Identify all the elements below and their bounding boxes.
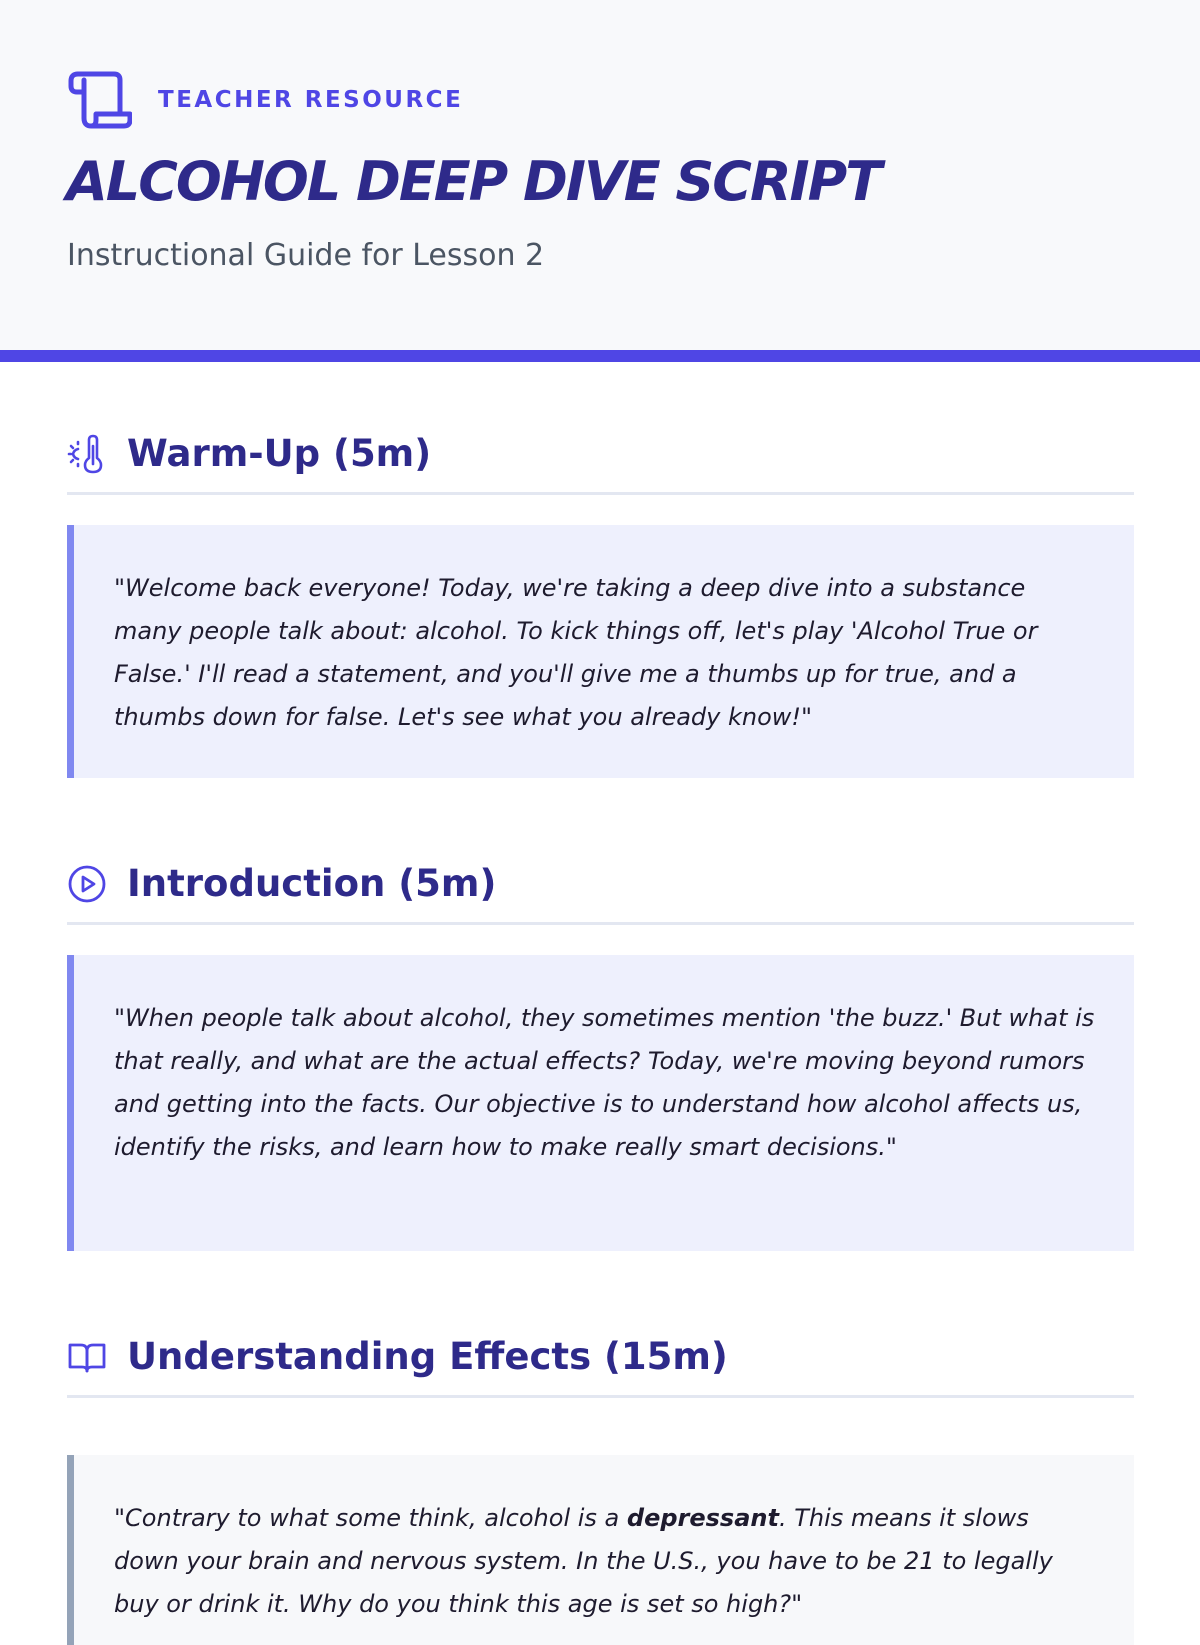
- script-quote-understanding-effects: [67, 1455, 1134, 1645]
- script-text: "When people talk about alcohol, they sometimes mention 'the buzz.' But what is that really, and what are the actual effects? Today, we're moving beyond rumors and getting into the facts. Our objective is to understand how alcohol affects us, identify the risks, and learn how to make really smart decisions.": [114, 1004, 1095, 1161]
- kicker-row: [68, 70, 463, 130]
- sun-thermometer-icon: [67, 434, 107, 474]
- script-text: "Welcome back everyone! Today, we're taking a deep dive into a substance many people talk about: alcohol. To kick things off, let's play 'Alcohol True or False.' I'll read a statement, and you'll give me a thumbs up for true, and a thumbs down for false. Let's see what you already know!": [114, 574, 1038, 731]
- resource-kicker: TEACHER RESOURCE: [158, 87, 464, 113]
- section-heading-label: Warm-Up (5m): [127, 432, 432, 475]
- scroll-icon: [68, 70, 132, 130]
- page-subtitle: Instructional Guide for Lesson 2: [67, 238, 545, 273]
- script-text: [114, 1497, 1098, 1626]
- script-quote-warm-up: [67, 525, 1134, 778]
- play-circle-icon: [67, 864, 107, 904]
- section-heading-label: Introduction (5m): [127, 862, 497, 905]
- script-quote-introduction: [67, 955, 1134, 1251]
- section-heading-warm-up: [67, 415, 1134, 495]
- script-emphasis: depressant: [626, 1504, 779, 1532]
- section-heading-label: Understanding Effects (15m): [127, 1335, 728, 1378]
- page-title: ALCOHOL DEEP DIVE SCRIPT: [66, 150, 881, 213]
- header-accent-bar: [0, 350, 1200, 362]
- script-text-part: . This means it slows down your brain and nervous system. In the U.S., you have to be 21 to legally buy or drink it. Why do you think this age is set so high?": [114, 1504, 1053, 1618]
- script-text-part: "Contrary to what some think, alcohol is a: [114, 1504, 627, 1532]
- section-heading-introduction: [67, 845, 1134, 925]
- section-heading-understanding-effects: [67, 1318, 1134, 1398]
- open-book-icon: [67, 1337, 107, 1377]
